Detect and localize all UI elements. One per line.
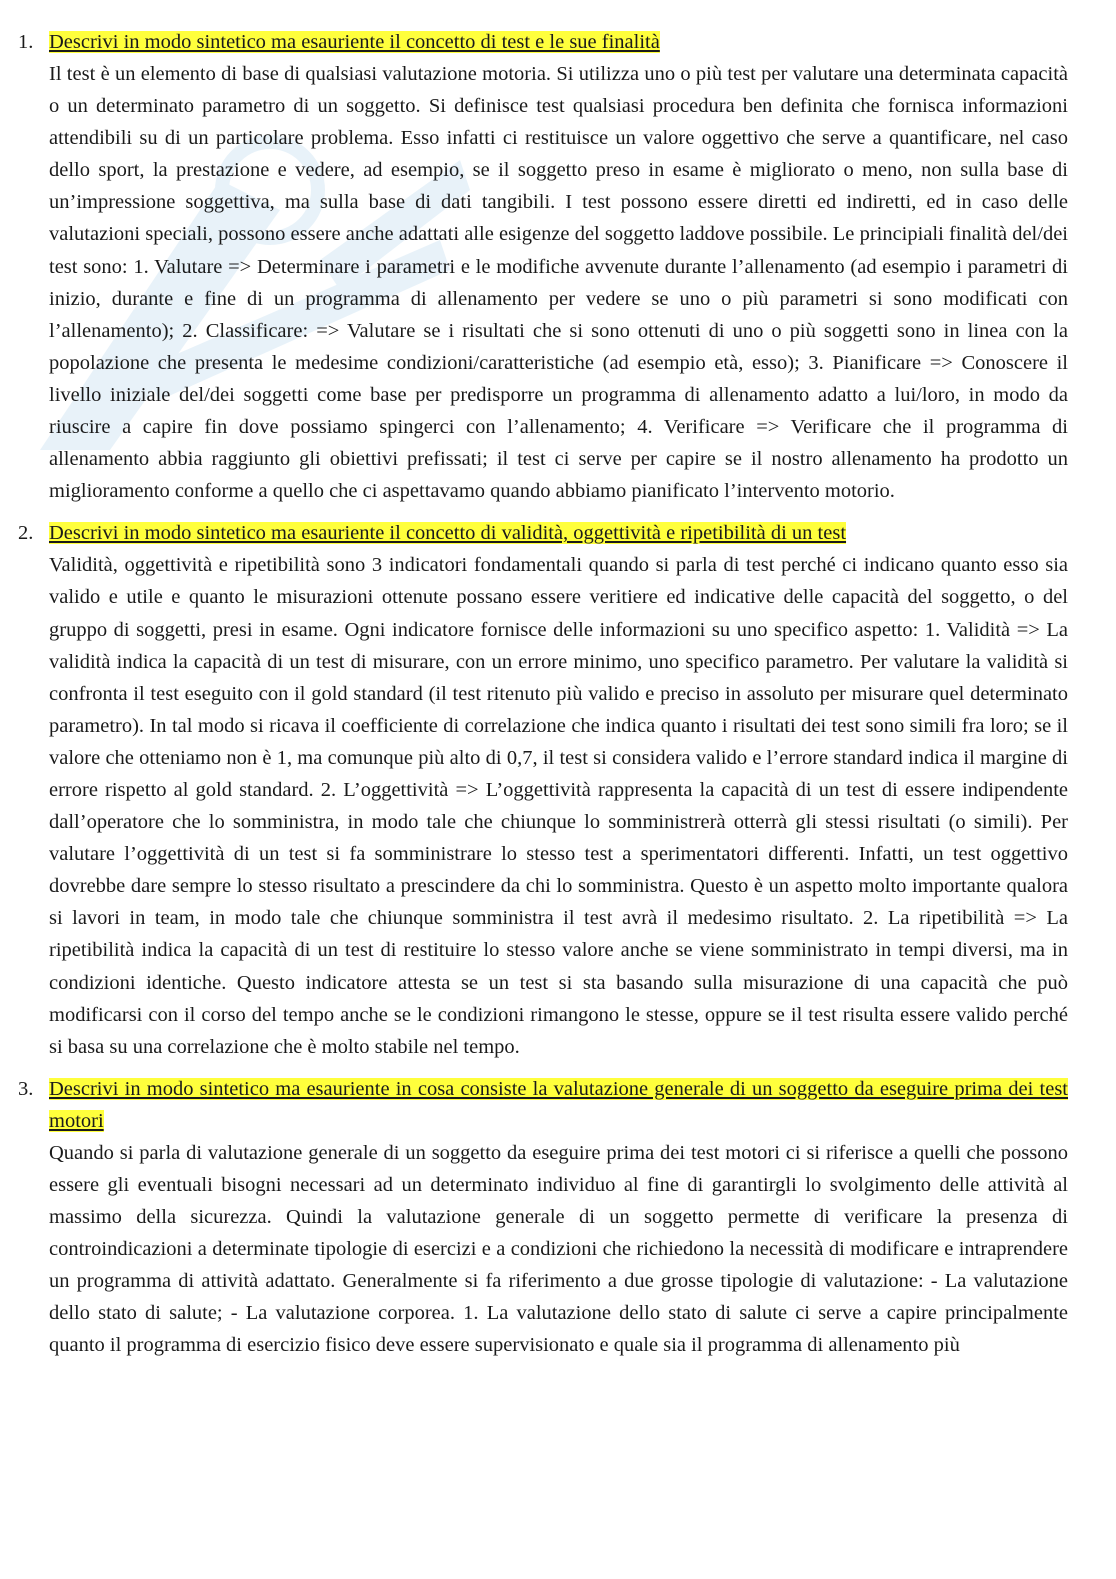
answer-2: Validità, oggettività e ripetibilità sono 3 indicatori fondamentali quando si parla di test perché ci indicano quanto esso sia valido e utile e quanto le misurazioni ottenute possano essere veritiere ed indicative delle capacità del soggetto, o del gruppo di soggetti, presi in esame. Ogni indicatore fornisce delle informazioni su uno specifico aspetto: 1. Validità => La validità indica la capacità di un test di misurare, con un errore minimo, uno specifico parametro. Per valutare la validità si confronta il test eseguito con il gold standard (il test ritenuto più valido e preciso in assoluto per misurare quel determinato parametro). In tal modo si ricava il coefficiente di correlazione che indica quanto i risultati dei test sono simili fra loro; se il valore che otteniamo non è 1, ma comunque più alto di 0,7, il test si considera valido e l’errore standard indica il margine di errore rispetto al gold standard. 2. L’oggettività => L’oggettività rappresenta la capacità di un test di essere indipendente dall’operatore che lo somministra, in modo tale che chiunque lo somministrerà otterrà gli stessi risultati (o simili). Per valutare l’oggettività di un test si fa somministrare lo stesso test a sperimentatori differenti. Infatti, un test oggettivo dovrebbe dare sempre lo stesso risultato a prescindere da chi lo somministra. Questo è un aspetto molto importante qualora si lavori in team, in modo tale che chiunque somministra il test avrà il medesimo risultato. 2. La ripetibilità => La ripetibilità indica la capacità di un test di restituire lo stesso valore anche se viene somministrato in tempi diversi, ma in condizioni identiche. Questo indicatore attesta se un test si sta basando sulla misurazione di una capacità che può modificarsi con il corso del tempo anche se le condizioni rimangono le stesse, oppure se il test risulta essere valido perché si basa su una correlazione che è molto stabile nel tempo.	[49, 554, 1068, 1058]
document-page	[18, 26, 1068, 1371]
question-number: 3.	[18, 1077, 34, 1100]
question-number: 2.	[18, 522, 34, 545]
highlighted-title: Descrivi in modo sintetico ma esauriente in cosa consiste la valutazione generale di un soggetto da eseguire prima dei test motori	[49, 1077, 1068, 1132]
question-2	[18, 517, 1068, 549]
question-number: 1.	[18, 31, 34, 53]
answer-3: Quando si parla di valutazione generale di un soggetto da eseguire prima dei test motori ci si riferisce a quelli che possono essere gli eventuali bisogni necessari ad un determinato individuo al fine di garantirgli lo svolgimento delle attività al massimo della sicurezza. Quindi la valutazione generale di un soggetto permette di verificare la presenza di controindicazioni a determinate tipologie di esercizi e a condizioni che richiedono la necessità di modificare e intraprendere un programma di attività adattato. Generalmente si fa riferimento a due grosse tipologie di valutazione: - La valutazione dello stato di salute; - La valutazione corporea. 1. La valutazione dello stato di salute ci serve a capire principalmente quanto il programma di esercizio fisico deve essere supervisionato e quale sia il programma di allenamento più	[49, 1141, 1068, 1357]
highlighted-title: Descrivi in modo sintetico ma esauriente il concetto di validità, oggettività e ripetibilità di un test	[49, 522, 847, 545]
highlighted-title: Descrivi in modo sintetico ma esauriente il concetto di test e le sue finalità	[49, 31, 660, 53]
question-title	[49, 1073, 1068, 1137]
question-title	[49, 517, 1068, 549]
question-title	[49, 26, 1068, 58]
question-1	[18, 26, 1068, 58]
question-3	[18, 1073, 1068, 1137]
answer-1: Il test è un elemento di base di qualsiasi valutazione motoria. Si utilizza uno o più test per valutare una determinata capacità o un determinato parametro di un soggetto. Si definisce test qualsiasi procedura ben definita che fornisca informazioni attendibili su di un particolare problema. Esso infatti ci restituisce un valore oggettivo che serve a quantificare, nel caso dello sport, la prestazione e vedere, ad esempio, se il soggetto preso in esame è migliorato o meno, non sulla base di un’impressione soggettiva, ma sulla base di dati tangibili. I test possono essere diretti ed indiretti, ed in caso delle valutazioni speciali, possono essere anche adattati alle esigenze del soggetto laddove possibile. Le principiali finalità del/dei test sono: 1. Valutare => Determinare i parametri e le modifiche avvenute durante l’allenamento (ad esempio i parametri di inizio, durante e fine di un programma di allenamento per vedere se uno o più parametri si sono modificati con l’allenamento); 2. Classificare: => Valutare se i risultati che si sono ottenuti di uno o più soggetti sono in linea con la popolazione che presenta le medesime condizioni/caratteristiche (ad esempio età, esso); 3. Pianificare => Conoscere il livello iniziale del/dei soggetti come base per predisporre un programma di allenamento adatto a lui/loro, in modo da riuscire a capire fin dove possiamo spingerci con l’allenamento; 4. Verificare => Verificare che il programma di allenamento abbia raggiunto gli obiettivi prefissati; il test ci serve per capire se il nostro allenamento ha prodotto un miglioramento conforme a quello che ci aspettavamo quando abbiamo pianificato l’intervento motorio.	[49, 63, 1068, 503]
